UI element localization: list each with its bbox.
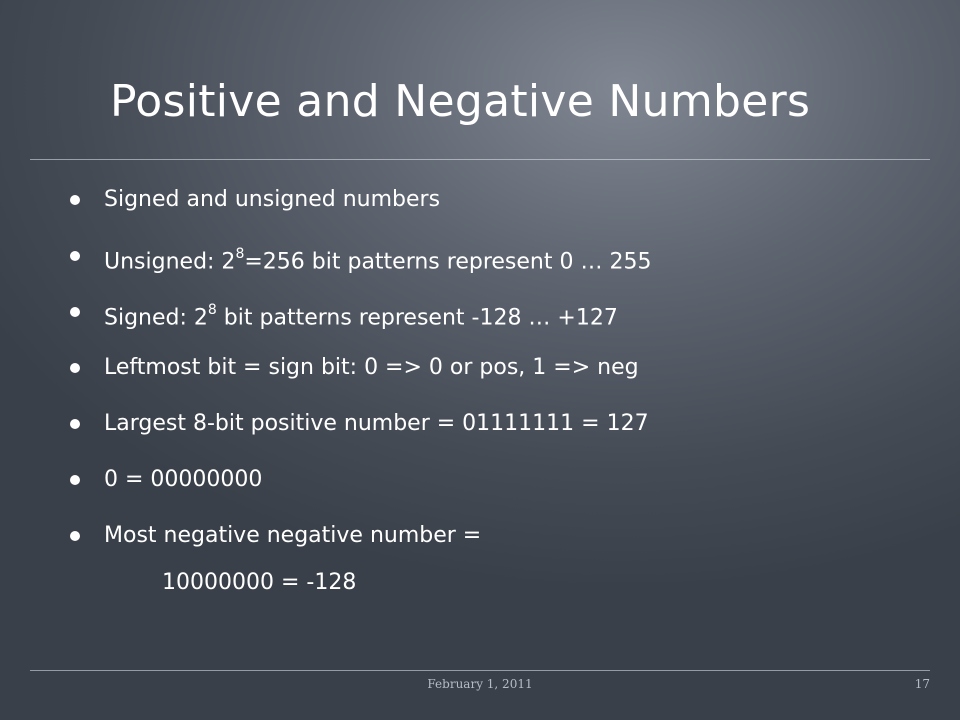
bullet-text-post: bit patterns represent -128 … +127 (216, 305, 618, 331)
bullet-text: Largest 8-bit positive number = 01111111 = 127 (104, 411, 649, 436)
bullet-item (104, 299, 618, 331)
bullet-icon (70, 475, 80, 485)
bullet-superscript: 8 (207, 302, 217, 318)
bullet-item (104, 467, 262, 493)
bullet-icon (70, 251, 80, 261)
footer-date: February 1, 2011 (427, 677, 533, 691)
bullet-text-pre: Signed: 2 (104, 305, 208, 331)
slide-number: 17 (914, 677, 930, 691)
footer-divider (30, 670, 930, 671)
bullet-text: Leftmost bit = sign bit: 0 => 0 or pos, 1 => neg (104, 355, 639, 380)
bullet-item (104, 523, 481, 549)
bullet-text: 0 = 00000000 (104, 467, 263, 492)
bullet-item (104, 187, 440, 213)
bullet-icon (70, 195, 80, 205)
bullet-text-post: =256 bit patterns represent 0 … 255 (244, 249, 652, 275)
bullet-item (104, 411, 649, 437)
bullet-text-pre: Unsigned: 2 (104, 249, 236, 275)
bullet-icon (70, 363, 80, 373)
title-divider (30, 159, 930, 160)
bullet-text: Most negative negative number = (104, 523, 482, 548)
slide-title: Positive and Negative Numbers (110, 76, 811, 127)
bullet-continuation: 10000000 = -128 (162, 570, 357, 595)
bullet-text: Signed and unsigned numbers (104, 187, 441, 212)
bullet-item (104, 243, 651, 275)
bullet-item (104, 355, 639, 381)
bullet-icon (70, 307, 80, 317)
bullet-icon (70, 531, 80, 541)
bullet-icon (70, 419, 80, 429)
bullet-superscript: 8 (235, 246, 245, 262)
